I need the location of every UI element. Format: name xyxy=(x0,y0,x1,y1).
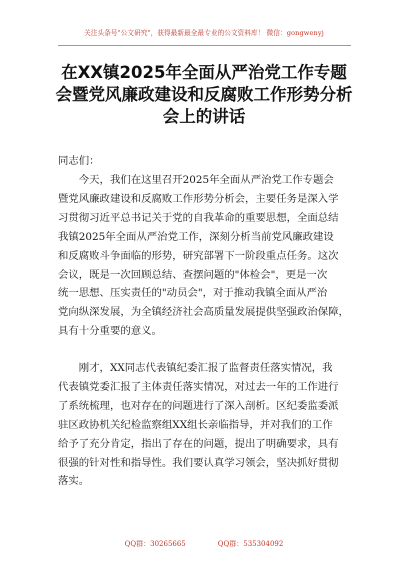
text-line: 落实。 xyxy=(58,475,90,488)
text-line: 习贯彻习近平总书记关于党的自我革命的重要思想，全面总结 xyxy=(58,211,339,224)
text-line: 了系统梳理，也对存在的问题进行了深入剖析。区纪委监委派 xyxy=(58,399,339,412)
text-line: 给予了充分肯定，指出了存在的问题，提出了明确要求，具有 xyxy=(58,437,339,450)
title-line: 会暨党风廉政建设和反腐败工作形势分析 xyxy=(55,85,353,104)
paragraph-review xyxy=(58,359,358,491)
text-line: 很强的针对性和指导性。我们要认真学习领会，坚决抓好贯彻 xyxy=(58,456,339,469)
paragraph-opening xyxy=(58,171,358,341)
text-line: 具有十分重要的意义。 xyxy=(58,325,162,338)
text-line: 今天，我们在这里召开2025年全面从严治党工作专题会 xyxy=(58,174,334,186)
title-line: 会上的讲话 xyxy=(162,107,246,126)
text-line: 驻区政协机关纪检监察组XX组长亲临指导，并对我们的工作 xyxy=(58,418,333,431)
document-title xyxy=(40,62,368,128)
text-line: 会议，既是一次回顾总结、查摆问题的"体检会"，更是一次 xyxy=(58,268,328,281)
promo-banner: 关注头条号"公文研究"，获得最新最全最专业的公文资料库！ 微信：gongwenyj xyxy=(84,29,324,37)
text-line: 暨党风廉政建设和反腐败工作形势分析会，主要任务是深入学 xyxy=(58,192,339,205)
footer-qq-group-2: QQ群：535304092 xyxy=(217,540,284,548)
text-line: 刚才，XX同志代表镇纪委汇报了监督责任落实情况，我 xyxy=(58,362,333,374)
text-line: 和反腐败斗争面临的形势，研究部署下一阶段重点任务。这次 xyxy=(58,249,339,262)
footer-contact xyxy=(0,539,408,549)
header-divider xyxy=(58,45,351,46)
text-line: 我镇2025年全面从严治党工作，深刻分析当前党风廉政建设 xyxy=(58,230,334,243)
salutation: 同志们： xyxy=(58,155,100,167)
text-line: 党向纵深发展，为全镇经济社会高质量发展提供坚强政治保障， xyxy=(58,306,349,319)
text-line: 代表镇党委汇报了主体责任落实情况，对过去一年的工作进行 xyxy=(58,380,339,393)
text-line: 统一思想、压实责任的"动员会"，对于推动我镇全面从严治 xyxy=(58,287,328,300)
footer-qq-group-1: QQ群：30265665 xyxy=(124,540,186,548)
title-line: 在XX镇2025年全面从严治党工作专题 xyxy=(61,63,347,82)
